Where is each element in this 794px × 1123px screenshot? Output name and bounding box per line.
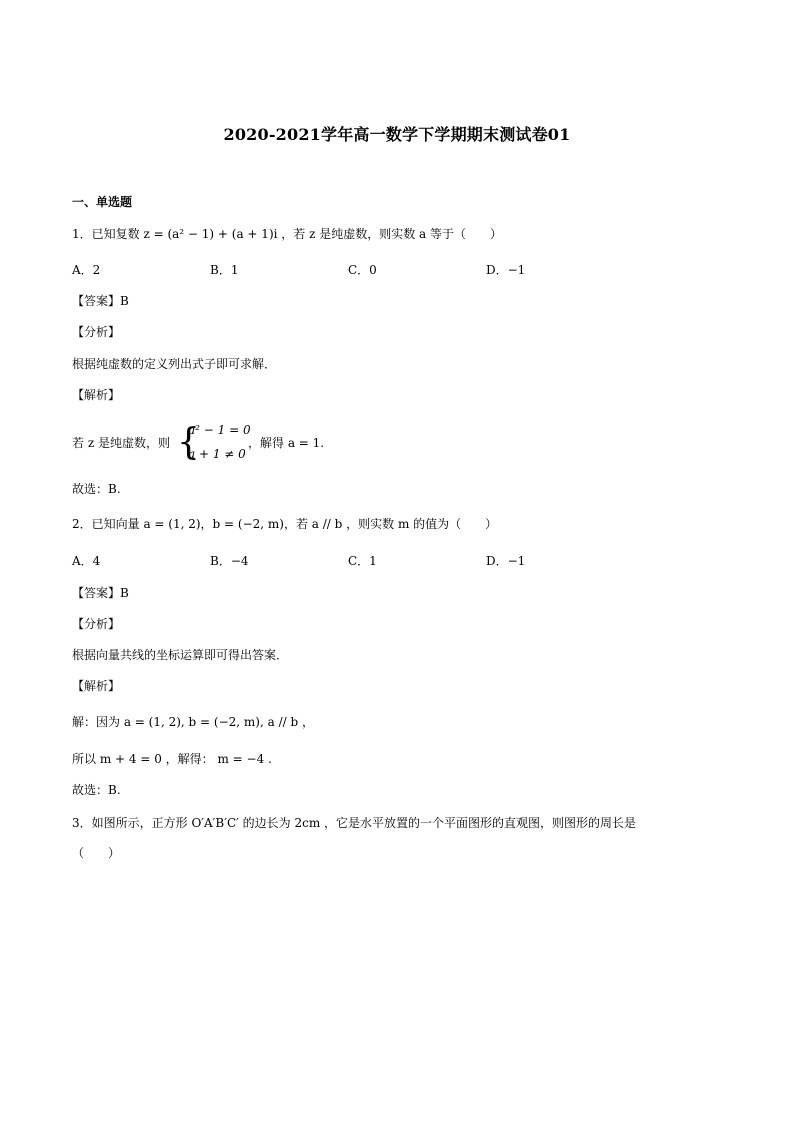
question-1-option-a: A．2 bbox=[72, 263, 101, 277]
question-1-option-b: B．1 bbox=[210, 263, 239, 277]
question-3-stem: 3．如图所示，正方形 O′A′B′C′ 的边长为 2cm ，它是水平放置的一个平面图形的直观图，则图形的周长是 bbox=[72, 816, 637, 830]
question-1-stem: 1．已知复数 z = (a² − 1) + (a + 1)i ，若 z 是纯虚数，则实数 a 等于（ ） bbox=[72, 227, 503, 241]
question-2-analysis-label: 【分析】 bbox=[72, 617, 121, 631]
question-2-solution-label: 【解析】 bbox=[72, 679, 121, 693]
question-2-solution-2: 所以 m + 4 = 0 ，解得： m = −4 . bbox=[72, 752, 272, 766]
left-brace-icon: { bbox=[177, 422, 200, 463]
question-1-solution-label: 【解析】 bbox=[72, 388, 121, 402]
question-1-choice: 故选：B. bbox=[72, 482, 121, 496]
question-1-analysis-label: 【分析】 bbox=[72, 325, 121, 339]
question-2-answer: 【答案】B bbox=[72, 586, 129, 600]
question-2-choice: 故选：B. bbox=[72, 783, 121, 797]
question-3-stem-continuation: （ ） bbox=[72, 846, 121, 860]
question-1-solution-suffix: ，解得 a = 1. bbox=[248, 436, 325, 450]
question-1-option-c: C．0 bbox=[348, 263, 377, 277]
page-title: 2020-2021学年高一数学下学期期末测试卷01 bbox=[223, 125, 571, 144]
question-2-option-a: A．4 bbox=[72, 554, 101, 568]
question-2-stem: 2．已知向量 a = (1, 2)，b = (−2, m)，若 a // b ，则实数 m 的值为（ ） bbox=[72, 517, 498, 531]
question-1-system-line-2: a + 1 ≠ 0 bbox=[188, 447, 246, 461]
question-2-option-d: D．−1 bbox=[486, 554, 526, 568]
question-1-solution-prefix: 若 z 是纯虚数，则 bbox=[72, 436, 170, 450]
question-2-option-c: C．1 bbox=[348, 554, 377, 568]
question-2-analysis: 根据向量共线的坐标运算即可得出答案． bbox=[72, 648, 289, 662]
question-1-system-line-1: a² − 1 = 0 bbox=[188, 423, 251, 437]
question-1-option-d: D．−1 bbox=[486, 263, 526, 277]
question-2-option-b: B．−4 bbox=[210, 554, 249, 568]
question-1-analysis: 根据纯虚数的定义列出式子即可求解． bbox=[72, 357, 277, 371]
section-heading: 一、单选题 bbox=[72, 195, 133, 209]
question-2-solution-1: 解：因为 a = (1, 2), b = (−2, m), a // b ， bbox=[72, 715, 314, 729]
question-1-answer: 【答案】B bbox=[72, 294, 129, 308]
